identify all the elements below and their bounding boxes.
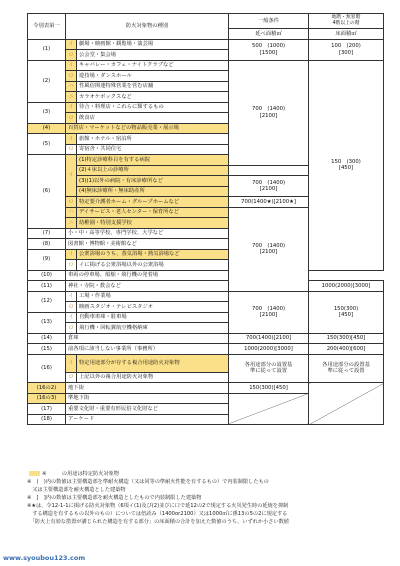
group-label: (14): [28, 333, 66, 344]
general-value: 700 (1400) [2100]: [229, 207, 309, 291]
sub-letter: ロ: [66, 260, 77, 271]
group-label: (8): [28, 239, 66, 250]
general-value: 500 (1000) [1500]: [229, 39, 309, 60]
sub-letter: イ: [66, 60, 77, 71]
note-line: ※ ( )内の数値は主要構造部を準耐火構造（又は同等の準耐火性能を有するもの）で内装制限したもの: [27, 479, 269, 486]
group-label: (16の3): [28, 393, 66, 404]
note-line: 又は主要構造部を耐火構造とした建築物: [27, 487, 126, 494]
group-label: (15): [28, 344, 66, 355]
type-name: 図書館・博物館・美術館など: [66, 239, 229, 250]
type-name: 車両の停車場、船舶・飛行機の発着場: [66, 270, 229, 281]
floor-value: 各用途部分の設置基 準に従って設置: [309, 354, 384, 383]
group-label: (17): [28, 404, 66, 415]
type-name: 旅館・ホテル・宿泊所: [77, 134, 229, 145]
site-url-link[interactable]: www.syoubou123.com: [3, 554, 86, 562]
type-name: 公会堂・集会場: [77, 50, 229, 61]
sub-letter: ロ: [66, 113, 77, 124]
type-name: アーケード: [66, 414, 229, 425]
table-row: [28, 383, 384, 394]
note-text: ※ の用途は特定防火対象物: [42, 471, 119, 477]
group-label: (16の2): [28, 383, 66, 394]
type-name: イに掲げる公衆浴場以外の公衆浴場: [77, 260, 229, 271]
floor-value: 100 (200) [300]: [309, 39, 384, 60]
sub-letter: ロ: [66, 323, 77, 334]
group-label: (4): [28, 123, 66, 134]
note-line: 「防火上有効な措置が講じられた構造を有する部分」の床面積の合計を加えた数値のうち、いずれか小さい数値: [27, 519, 289, 526]
group-label: (10): [28, 270, 66, 281]
type-name: 工場・作業場: [77, 291, 229, 302]
notes-section: [27, 470, 383, 526]
type-name: 小・中・高等学校、専門学校、大学など: [66, 228, 229, 239]
type-name: 前各項に該当しない事業所（事務所）: [66, 344, 229, 355]
sub-letter: イ: [66, 102, 77, 113]
group-label: (5): [28, 134, 66, 155]
sub-letter: イ: [66, 134, 77, 145]
group-label: (2): [28, 60, 66, 102]
general-value: 700(1400)[2100]: [229, 333, 309, 344]
sub-letter: イ: [66, 354, 77, 372]
type-name: 上記以外の複合用途防火対象物: [77, 372, 229, 383]
group-label: (1): [28, 39, 66, 60]
sub-letter: ハ: [66, 81, 77, 92]
sub-letter: イ: [66, 39, 77, 50]
type-subitem: (1)特定診療科目を有する病院: [77, 155, 229, 166]
general-value: 700(1400★)[2100★]: [229, 197, 309, 208]
sub-letter: ロ: [66, 144, 77, 155]
highlight-swatch: [29, 471, 40, 476]
header-type: 防火対象物の種別: [66, 14, 229, 40]
sub-letter: ロ: [66, 71, 77, 82]
note-line: する構造を有するもの以外のもの）については倍読み（1400or2100）又は1000㎡に係13の5の2に規定する: [27, 511, 288, 518]
table-row: [28, 39, 384, 50]
type-name: 幼稚園・特別支援学校: [77, 218, 229, 229]
type-name: 百貨店・マーケットなどの物品販売業・展示場: [66, 123, 229, 134]
group-label: (6): [28, 155, 66, 229]
general-empty-cell: [229, 393, 309, 425]
general-value: 1000(2000)[3000]: [229, 344, 309, 355]
group-label: (12): [28, 291, 66, 312]
type-name: 飛行機・回転翼航空機格納庫: [77, 323, 229, 334]
type-name: 飲食店: [77, 113, 229, 124]
sub-letter: ロ: [66, 372, 77, 383]
table-header: [28, 14, 384, 29]
type-name: 遊技場・ダンスホール: [77, 71, 229, 82]
floor-value: 150(300)[450]: [309, 333, 384, 344]
type-name: 地下街: [66, 383, 229, 394]
fire-prevention-table: [27, 13, 384, 425]
group-label: (7): [28, 228, 66, 239]
table-row: [28, 344, 384, 355]
general-value: 150(300)[450]: [229, 383, 309, 394]
sub-letter: イ: [66, 155, 77, 197]
floor-value: 200(400)[600]: [309, 344, 384, 355]
type-name: 倉庫: [66, 333, 229, 344]
type-name: 劇場・映画館・観覧場・演芸場: [77, 39, 229, 50]
sub-letter: ロ: [66, 50, 77, 61]
sub-letter: イ: [66, 312, 77, 323]
table-row: [28, 60, 384, 71]
note-line: ※ [ ]内の数値は主要構造部を耐火構造としたもので内装制限した建築物: [27, 495, 202, 502]
table-row: [28, 270, 384, 281]
table-row: [28, 354, 384, 372]
header-floor: 地階・無窓階 4階以上の階: [309, 14, 384, 29]
type-name: 特定用途部分が存する複合用途防火対象物: [77, 354, 229, 372]
sub-letter: ニ: [66, 92, 77, 103]
type-subitem: (2)４床以上の診療所: [77, 165, 229, 176]
sub-letter: ハ: [66, 207, 77, 218]
sub-letter: イ: [66, 291, 77, 302]
type-subitem: (3)(1)以外の病院・有床診療所など: [77, 176, 229, 187]
type-name: 映画スタジオ・テレビスタジオ: [77, 302, 229, 313]
group-label: (16): [28, 354, 66, 383]
sub-letter: ロ: [66, 302, 77, 313]
group-label: (13): [28, 312, 66, 333]
type-name: 待合・料理店・これらに類するもの: [77, 102, 229, 113]
header-category: 令別表第一: [28, 14, 66, 40]
header-general-unit: 延べ面積㎡: [229, 29, 309, 40]
header-floor-unit: 床面積㎡: [309, 29, 384, 40]
type-name: 性風俗関連特殊営業を営む店舗: [77, 81, 229, 92]
table-row: [28, 291, 384, 302]
table-row: [28, 281, 384, 292]
note-line: [27, 470, 383, 478]
general-value: 1000(2000)[3000]: [309, 281, 384, 292]
sub-letter: ロ: [66, 197, 77, 208]
type-name: 寄宿舎・共同住宅: [77, 144, 229, 155]
group-label: (18): [28, 414, 66, 425]
type-name: 自動車車庫・駐車場: [77, 312, 229, 323]
sub-letter: ニ: [66, 218, 77, 229]
floor-value: 150 (300) [450]: [309, 60, 384, 270]
type-name: カラオケボックスなど: [77, 92, 229, 103]
group-label: (9): [28, 249, 66, 270]
type-name: 重要文化財・重要有形民俗文化財など: [66, 404, 229, 415]
type-name: 公衆浴場のうち、蒸気浴場・熱気浴場など: [77, 249, 229, 260]
floor-value: 150(300) [450]: [309, 291, 384, 333]
general-value: 700 (1400) [2100]: [229, 291, 309, 333]
note-line: ※★は、令12-1-1に掲げる防火対象物（6項イ(1)及び(2)並びに口で延12の2で規定する火災発生時の延焼を抑制: [27, 503, 289, 510]
group-label: (3): [28, 102, 66, 123]
type-name: デイサービス・老人センター・保育所など: [77, 207, 229, 218]
header-general: 一般条件: [229, 14, 309, 29]
general-value: 700 (1400) [2100]: [229, 176, 309, 197]
type-subitem: (4)無床診療所・無床助産所: [77, 186, 229, 197]
type-name: 神社・寺院・教会など: [66, 281, 229, 292]
table-row: [28, 333, 384, 344]
type-name: 準地下街: [66, 393, 229, 404]
floor-empty-cell: [309, 383, 384, 425]
type-name: 特定要介護者ホーム・グループホームなど: [77, 197, 229, 208]
sub-letter: イ: [66, 249, 77, 260]
group-label: (11): [28, 281, 66, 292]
type-name: キャバレー・カフェ・ナイトクラブなど: [77, 60, 229, 71]
general-value: 700 (1400) [2100]: [229, 60, 309, 165]
general-value: 各用途部分の設置基 準に従って設置: [229, 354, 309, 383]
